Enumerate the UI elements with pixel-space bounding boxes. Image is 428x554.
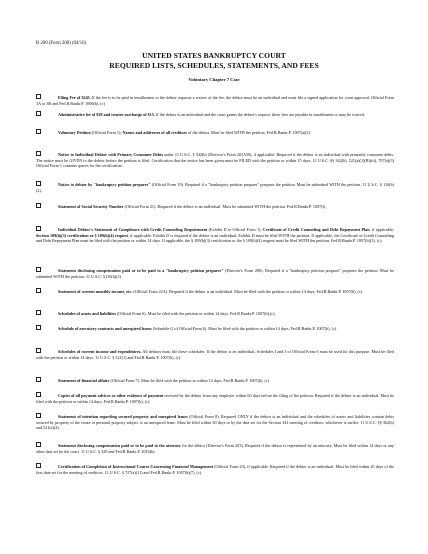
item-bold: Certification of Completion of Instructional Course Concerning Financial Management (58, 464, 214, 469)
item-bold-3: Section 109(h)(3) certification or § 109(h)(4) request (36, 232, 129, 238)
checkbox-icon (36, 442, 41, 447)
item-text: (Schedule G of Official Form 6). Must be filed with the petition or within 14 days. Fed.R.Bankr.P. 1007(b), (c). (151, 326, 338, 331)
list-item (36, 288, 394, 295)
list-item (36, 94, 394, 106)
list-item (36, 310, 394, 317)
item-text: (Official Form 6). Must be filed with the petition or within 14 days. Fed.R.Bankr.P. 1007(b),(c). (115, 311, 276, 316)
item-bold: Filing Fee of $245. (58, 95, 91, 100)
checkbox-icon (36, 310, 41, 315)
checkbox-icon (36, 288, 41, 293)
checkbox-icon (36, 392, 41, 397)
item-text: (Exhibit D to Official Form 1); (207, 227, 263, 232)
item-bold: Statement disclosing compensation paid or to be paid to a "bankruptcy petition preparer" (58, 268, 224, 273)
item-text: (Official Form 8). Required ONLY if the debtor is an individual and the schedules of assets and liabilities contain debts secured by property of the estate or personal property subject to an unexpired lease. Must be filed within 30 days or by the date set for the Section 341 meeting of creditors, whichever is earlier. 11 U.S.C. §§ 362(h) and 521(a)(2). (36, 414, 395, 431)
item-text: for the debtor (Director's Form 203). Required if the debtor is represented by an attorney. Must be filed within 14 days or any other date set by the court. 11 U.S.C. § 329 and Fed.R.Bankr.P. 2016(b). (36, 443, 394, 454)
item-bold: Schedule of executory contracts and unexpired leases (58, 326, 152, 331)
checkbox-icon (36, 129, 41, 134)
item-text: (Official Form 7). Must be filed with the petition or within 14 days. Fed.R.Bankr.P. 1007(b), (c). (109, 378, 271, 383)
checkbox-icon (36, 463, 41, 468)
list-item (36, 463, 394, 475)
list-item (36, 392, 394, 404)
item-bold: Statement of current monthly income, etc. (58, 289, 133, 294)
list-item (36, 377, 394, 384)
checkbox-icon (36, 348, 41, 353)
checkbox-icon (36, 94, 41, 99)
item-bold: Statement of financial affairs (58, 378, 110, 383)
item-bold: Schedules of current income and expenditures. (58, 349, 142, 354)
item-bold: Statement disclosing compensation paid or to be paid to the attorney (58, 443, 181, 448)
item-text: (Official Form 22A). Required if the debtor is an individual. Must be filed with the petition or within 14 days. Fed.R.Bankr.P. 1007(b), (c). (132, 289, 364, 294)
item-text: If the fee is to be paid in installments or the debtor requests a waiver of the fee, the debtor must be an individual and must file a signed application for court approval. Official Form 3A or 3B and Fed.R.Bankr.P. 1006(b), (c) (36, 95, 394, 106)
list-item (36, 413, 394, 431)
list-item (36, 181, 394, 193)
list-item (36, 267, 394, 279)
checkbox-icon (36, 181, 41, 186)
document-title: REQUIRED LISTS, SCHEDULES, STATEMENTS, AND FEES (109, 61, 319, 70)
item-bold-2: Names and addresses of all creditors (122, 130, 187, 135)
item-text: (Official Form 1); (90, 130, 123, 135)
item-bold: Notice to Individual Debtor with Primary Consumer Debts (58, 152, 164, 157)
item-bold: Notice to debtor by "bankruptcy petition preparer" (58, 182, 151, 187)
list-item (36, 325, 394, 332)
checkbox-icon (36, 267, 41, 272)
form-identifier: B 200 (Form 200) (04/10) (36, 41, 87, 46)
item-bold-2: Certificate of Credit Counseling and Debt Repayment Plan (262, 227, 370, 232)
checkbox-icon (36, 203, 41, 208)
checkbox-icon (36, 413, 41, 418)
list-item (36, 226, 394, 244)
item-text: under 11 U.S.C. § 342(b) (Director's Form 201A/B), if applicable. Required if the debtor is an individual with primarily consumer debts. The notice must be GIVEN to the debtor before the petition is filed. Certification that the notice has been given must be FILED with the petition or within 15 days. 11 U.S.C. §§ 342(b), 521(a)(1)(B)(iii), 707(a)(3) Official Form 1 contains spaces for the certification. (36, 152, 395, 169)
item-text-2: of the debtor. Must be filed WITH the petition. Fed.R.Bankr.P. 1007(a)(1). (186, 130, 312, 135)
list-item (36, 151, 394, 169)
item-text: All debtors must file these schedules. If the debtor is an individual, Schedules I and J of Official Form 6 must be used for this purpose. Must be filed with the petition or within 14 days. 11 U.S.C. § 521(1) and Fed.R.Bankr.P. 1007(b), (c). (36, 349, 394, 360)
item-bold: Statement of Social Security Number (58, 204, 124, 209)
item-bold: Individual Debtor's Statement of Compliance with Credit Counseling Requirement (58, 227, 208, 232)
item-text: (Director's Form 280). Required if a "bankruptcy petition preparer" prepares the petition. Must be submitted WITH the petition. 11 U.S.C. §110(h)(2). (36, 268, 394, 279)
item-bold: Schedules of assets and liabilities (58, 311, 116, 316)
item-bold: Voluntary Petition (58, 130, 91, 135)
item-text-2: , if applicable; (369, 227, 394, 232)
item-text: received by the debtor from any employer within 60 days before the filing of the petition. Required if the debtor is an individual. Must be filed with the petition or within 14 days. Fed.R.Bankr.P. 1007(b), (c). (36, 393, 394, 404)
checkbox-icon (36, 325, 41, 330)
checkbox-icon (36, 377, 41, 382)
item-text: (Official Form 23), if applicable. Required if the debtor is an individual. Must be filed within 45 days of the first date set for the meeting of creditors. 11 U.S.C. § 727(a)(11) and Fed.R.Bankr.P. 1007(b)(7), (c). (36, 464, 394, 475)
list-item (36, 348, 394, 360)
list-item (36, 111, 394, 118)
item-text-3: , if applicable. Exhibit D is required if the debtor is an individual. Exhibit D must be filed WITH the petition. If applicable, the Certificate of Credit Counseling and Debt Repayment Plan must be filed with the petition or within 14 days. If applicable, the § 109(h)(3) certification or the § 109(h)(4) request must be filed WITH the petition. Fed.R.Bankr.P. 1007(b)(3), (c). (36, 232, 394, 244)
item-text: (Official Form 21). Required if the debtor is an individual. Must be submitted WITH the petition. Fed.R.Bankr.P. 1007(f). (123, 204, 327, 209)
checkbox-icon (36, 151, 41, 156)
list-item (36, 442, 394, 454)
checkbox-icon (36, 111, 41, 116)
court-title: UNITED STATES BANKRUPTCY COURT (142, 51, 286, 60)
item-text: (Official Form 19). Required if a "bankruptcy petition preparer" prepares the petition. Must be submitted WITH the petition. 11 U.S.C. § 110(b)(2). (36, 182, 394, 193)
checkbox-icon (36, 226, 41, 231)
list-item (36, 129, 394, 136)
list-item (36, 203, 394, 210)
item-text: If the debtor is an individual and the court grants the debtor's request, these fees are payable in installments or may be waived. (154, 112, 366, 117)
item-bold: Administrative fee of $39 and trustee surcharge of $15. (58, 112, 155, 117)
item-bold: Copies of all payment advices or other evidence of payment (58, 393, 164, 398)
case-type-heading: Voluntary Chapter 7 Case (188, 77, 240, 82)
item-bold: Statement of intention regarding secured property and unexpired leases (58, 414, 188, 419)
